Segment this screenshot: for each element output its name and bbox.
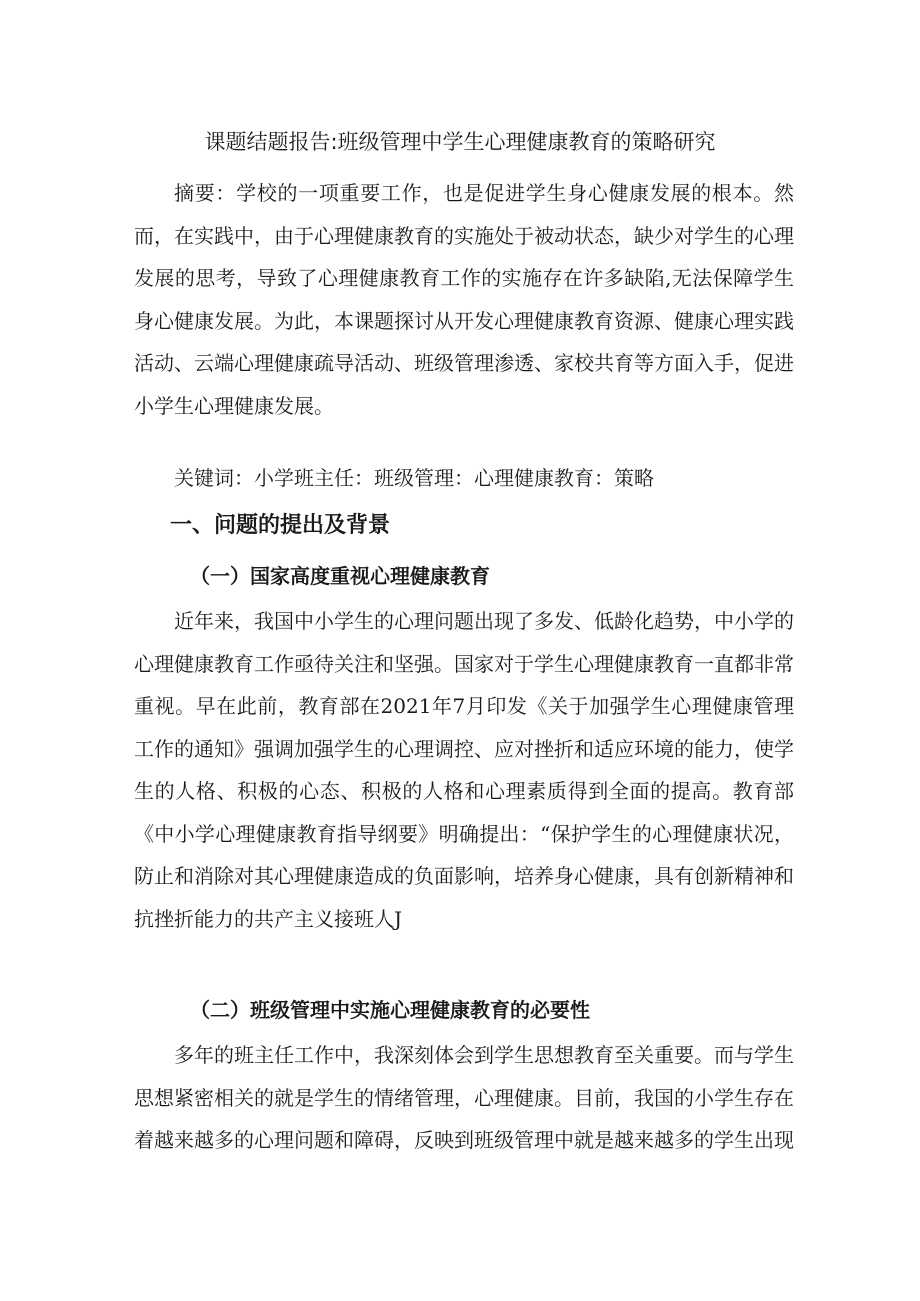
keywords-line: 关键词：小学班主任：班级管理：心理健康教育：策略	[174, 466, 654, 490]
subsection-heading-2: （二）班级管理中实施心理健康教育的必要性	[190, 998, 590, 1022]
section-heading: 一、问题的提出及背景	[170, 513, 391, 538]
report-title: 课题结题报告:班级管理中学生心理健康教育的策略研究	[204, 130, 716, 154]
subsection-heading-1: （一）国家高度重视心理健康教育	[190, 564, 490, 588]
abstract-paragraph: 摘要：学校的一项重要工作，也是促进学生身心健康发展的根本。然而，在实践中，由于心理健康教育的实施处于被动状态，缺少对学生的心理发展的思考，导致了心理健康教育工作的实施存在许多缺陷,无法保障学生身心健康发展。为此，本课题探讨从开发心理健康教育资源、健康心理实践活动、云端心理健康疏导活动、班级管理渗透、家校共育等方面入手，促进小学生心理健康发展。	[134, 181, 794, 418]
subsection-1-body: 近年来，我国中小学生的心理问题出现了多发、低龄化趋势，中小学的心理健康教育工作亟待关注和坚强。国家对于学生心理健康教育一直都非常重视。早在此前，教育部在2021年7月印发《关于加强学生心理健康管理工作的通知》强调加强学生的心理调控、应对挫折和适应环境的能力，使学生的人格、积极的心态、积极的人格和心理素质得到全面的提高。教育部《中小学心理健康教育指导纲要》明确提出：“保护学生的心理健康状况，防止和消除对其心理健康造成的负面影响，培养身心健康，具有创新精神和抗挫折能力的共产主义接班人J	[134, 609, 794, 931]
subsection-2-body: 多年的班主任工作中，我深刻体会到学生思想教育至关重要。而与学生思想紧密相关的就是学生的情绪管理，心理健康。目前，我国的小学生存在着越来越多的心理问题和障碍，反映到班级管理中就是越来越多的学生出现	[134, 1043, 794, 1152]
